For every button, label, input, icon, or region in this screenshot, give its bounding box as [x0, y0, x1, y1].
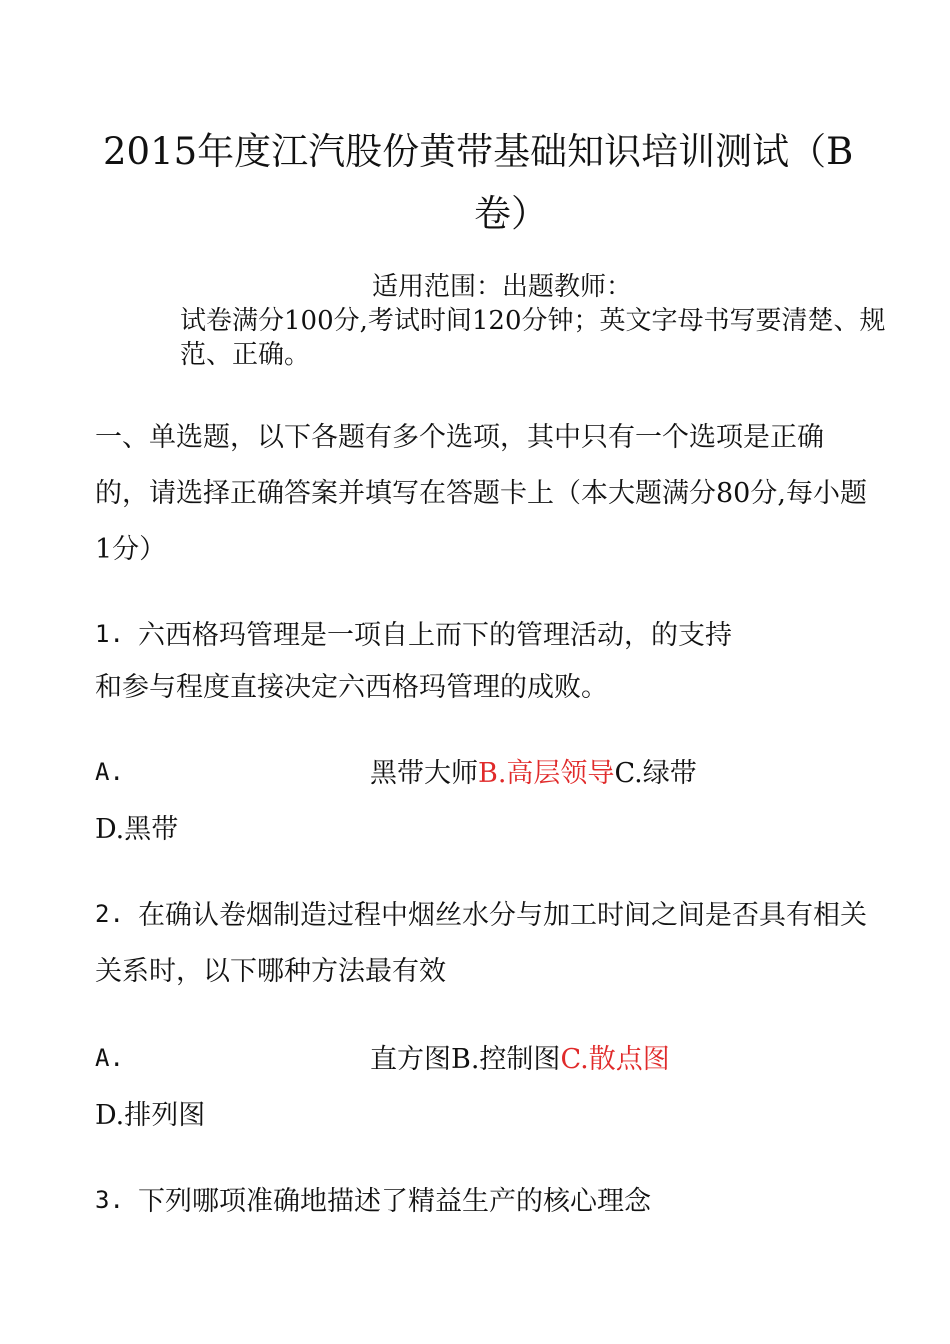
- document-title-line2: 卷）: [474, 192, 548, 235]
- option-c-correct: C.散点图: [560, 1044, 670, 1075]
- question-stem-line2: 关系时，以下哪种方法最有效: [95, 956, 446, 987]
- question-stem-line1: 在确认卷烟制造过程中烟丝水分与加工时间之间是否具有相关: [138, 900, 867, 931]
- section-heading-line3: 1分）: [95, 534, 167, 565]
- option-a-label: A.: [95, 1044, 124, 1072]
- options-row: [370, 754, 697, 794]
- option-b-correct: B.高层领导: [478, 758, 615, 789]
- options-row: [370, 1040, 670, 1080]
- option-a-text: 直方图: [370, 1044, 451, 1075]
- option-d: D.黑带: [95, 814, 179, 845]
- question-stem-line1: 下列哪项准确地描述了精益生产的核心理念: [138, 1186, 651, 1217]
- instructions-line1: 试卷满分100分,考试时间120分钟；英文字母书写要清楚、规: [180, 306, 886, 336]
- option-a-label: A.: [95, 758, 124, 786]
- section-heading-line1: 一、单选题，以下各题有多个选项，其中只有一个选项是正确: [95, 422, 824, 453]
- question-number: 1.: [95, 620, 124, 648]
- instructions-line2: 范、正确。: [180, 340, 311, 370]
- scope-line: 适用范围：出题教师：: [372, 272, 633, 302]
- option-b: B.控制图: [451, 1044, 561, 1075]
- question-stem-line2: 和参与程度直接决定六西格玛管理的成败。: [95, 672, 608, 703]
- section-heading-line2: 的，请选择正确答案并填写在答题卡上（本大题满分80分,每小题: [95, 478, 867, 509]
- question-number: 2.: [95, 900, 124, 928]
- option-a-text: 黑带大师: [370, 758, 478, 789]
- option-c: C.绿带: [614, 758, 697, 789]
- option-d: D.排列图: [95, 1100, 206, 1131]
- document-title-line1: 2015年度江汽股份黄带基础知识培训测试（B: [103, 130, 854, 173]
- question-stem-line1: 六西格玛管理是一项自上而下的管理活动，的支持: [138, 620, 732, 651]
- question-number: 3.: [95, 1186, 124, 1214]
